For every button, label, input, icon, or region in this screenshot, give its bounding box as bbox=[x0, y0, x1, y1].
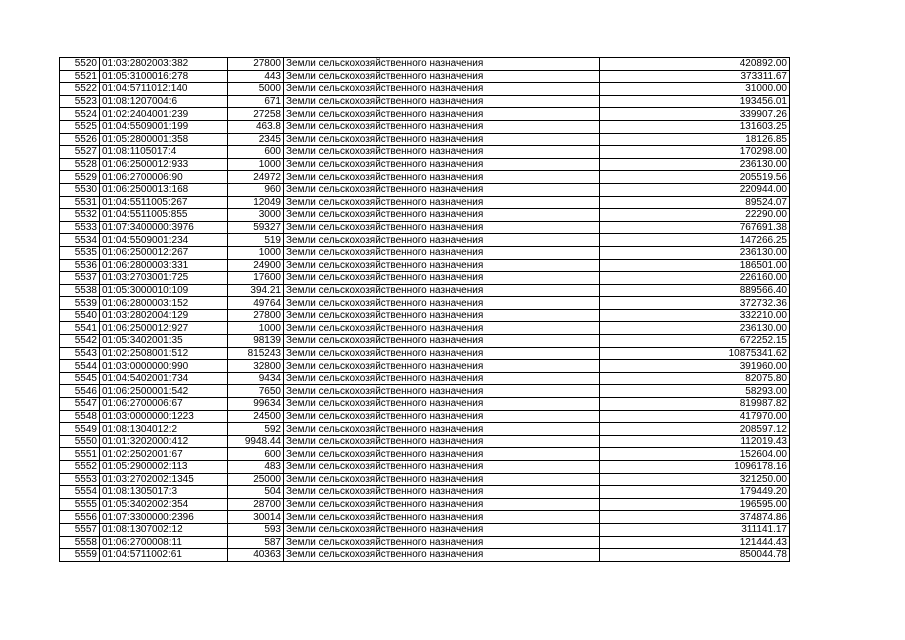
table-row bbox=[60, 120, 790, 133]
cadastral-value-cell: 339907.26 bbox=[600, 108, 790, 121]
cadastral-value-cell: 205519.56 bbox=[600, 171, 790, 184]
table-row bbox=[60, 498, 790, 511]
cadastral-value-cell: 208597.12 bbox=[600, 423, 790, 436]
cadastral-number-cell: 01:04:5509001:234 bbox=[100, 234, 228, 247]
cadastral-value-cell: 147266.25 bbox=[600, 234, 790, 247]
row-number-cell: 5520 bbox=[60, 58, 100, 71]
land-category-cell: Земли сельскохозяйственного назначения bbox=[284, 196, 600, 209]
land-category-cell: Земли сельскохозяйственного назначения bbox=[284, 108, 600, 121]
area-cell: 98139 bbox=[228, 335, 284, 348]
land-category-cell: Земли сельскохозяйственного назначения bbox=[284, 360, 600, 373]
row-number-cell: 5541 bbox=[60, 322, 100, 335]
cadastral-number-cell: 01:06:2700008:11 bbox=[100, 536, 228, 549]
row-number-cell: 5522 bbox=[60, 83, 100, 96]
row-number-cell: 5544 bbox=[60, 360, 100, 373]
cadastral-number-cell: 01:06:2500001:542 bbox=[100, 385, 228, 398]
land-category-cell: Земли сельскохозяйственного назначения bbox=[284, 234, 600, 247]
cadastral-number-cell: 01:08:1307002:12 bbox=[100, 523, 228, 536]
land-category-cell: Земли сельскохозяйственного назначения bbox=[284, 95, 600, 108]
table-row bbox=[60, 372, 790, 385]
area-cell: 25000 bbox=[228, 473, 284, 486]
area-cell: 443 bbox=[228, 70, 284, 83]
cadastral-value-cell: 121444.43 bbox=[600, 536, 790, 549]
table-row bbox=[60, 70, 790, 83]
table-row bbox=[60, 347, 790, 360]
cadastral-value-cell: 193456.01 bbox=[600, 95, 790, 108]
table-row bbox=[60, 461, 790, 474]
table-row bbox=[60, 108, 790, 121]
table-row bbox=[60, 83, 790, 96]
cadastral-number-cell: 01:04:5711002:61 bbox=[100, 549, 228, 562]
land-category-cell: Земли сельскохозяйственного назначения bbox=[284, 259, 600, 272]
cadastral-value-cell: 89524.07 bbox=[600, 196, 790, 209]
cadastral-value-cell: 31000.00 bbox=[600, 83, 790, 96]
cadastral-number-cell: 01:04:5511005:855 bbox=[100, 209, 228, 222]
cadastral-value-cell: 1096178.16 bbox=[600, 461, 790, 474]
land-category-cell: Земли сельскохозяйственного назначения bbox=[284, 272, 600, 285]
table-row bbox=[60, 398, 790, 411]
row-number-cell: 5559 bbox=[60, 549, 100, 562]
land-category-cell: Земли сельскохозяйственного назначения bbox=[284, 372, 600, 385]
land-category-cell: Земли сельскохозяйственного назначения bbox=[284, 146, 600, 159]
land-category-cell: Земли сельскохозяйственного назначения bbox=[284, 284, 600, 297]
row-number-cell: 5525 bbox=[60, 120, 100, 133]
cadastral-value-cell: 179449.20 bbox=[600, 486, 790, 499]
cadastral-number-cell: 01:06:2700006:67 bbox=[100, 398, 228, 411]
land-category-cell: Земли сельскохозяйственного назначения bbox=[284, 385, 600, 398]
cadastral-number-cell: 01:06:2800003:152 bbox=[100, 297, 228, 310]
cadastral-value-cell: 236130.00 bbox=[600, 158, 790, 171]
cadastral-value-cell: 372732.36 bbox=[600, 297, 790, 310]
cadastral-value-cell: 311141.17 bbox=[600, 523, 790, 536]
table-row bbox=[60, 385, 790, 398]
cadastral-number-cell: 01:06:2500012:267 bbox=[100, 246, 228, 259]
cadastral-value-cell: 226160.00 bbox=[600, 272, 790, 285]
area-cell: 28700 bbox=[228, 498, 284, 511]
area-cell: 3000 bbox=[228, 209, 284, 222]
table-row bbox=[60, 196, 790, 209]
land-category-cell: Земли сельскохозяйственного назначения bbox=[284, 536, 600, 549]
cadastral-value-cell: 170298.00 bbox=[600, 146, 790, 159]
row-number-cell: 5542 bbox=[60, 335, 100, 348]
row-number-cell: 5535 bbox=[60, 246, 100, 259]
table-row bbox=[60, 360, 790, 373]
land-category-cell: Земли сельскохозяйственного назначения bbox=[284, 398, 600, 411]
cadastral-number-cell: 01:03:0000000:1223 bbox=[100, 410, 228, 423]
cadastral-value-cell: 82075.80 bbox=[600, 372, 790, 385]
cadastral-number-cell: 01:05:3000010:109 bbox=[100, 284, 228, 297]
cadastral-value-cell: 332210.00 bbox=[600, 309, 790, 322]
land-category-cell: Земли сельскохозяйственного назначения bbox=[284, 209, 600, 222]
area-cell: 483 bbox=[228, 461, 284, 474]
table-row bbox=[60, 221, 790, 234]
table-row bbox=[60, 335, 790, 348]
cadastral-number-cell: 01:06:2700006:90 bbox=[100, 171, 228, 184]
row-number-cell: 5543 bbox=[60, 347, 100, 360]
land-category-cell: Земли сельскохозяйственного назначения bbox=[284, 171, 600, 184]
cadastral-number-cell: 01:04:5711012:140 bbox=[100, 83, 228, 96]
row-number-cell: 5538 bbox=[60, 284, 100, 297]
cadastral-number-cell: 01:04:5509001:199 bbox=[100, 120, 228, 133]
row-number-cell: 5523 bbox=[60, 95, 100, 108]
cadastral-number-cell: 01:08:1207004:6 bbox=[100, 95, 228, 108]
cadastral-number-cell: 01:06:2500012:927 bbox=[100, 322, 228, 335]
area-cell: 24900 bbox=[228, 259, 284, 272]
row-number-cell: 5528 bbox=[60, 158, 100, 171]
land-category-cell: Земли сельскохозяйственного назначения bbox=[284, 183, 600, 196]
table-row bbox=[60, 171, 790, 184]
land-category-cell: Земли сельскохозяйственного назначения bbox=[284, 309, 600, 322]
cadastral-number-cell: 01:07:3300000:2396 bbox=[100, 511, 228, 524]
area-cell: 24972 bbox=[228, 171, 284, 184]
row-number-cell: 5553 bbox=[60, 473, 100, 486]
area-cell: 600 bbox=[228, 448, 284, 461]
land-category-cell: Земли сельскохозяйственного назначения bbox=[284, 498, 600, 511]
area-cell: 30014 bbox=[228, 511, 284, 524]
area-cell: 593 bbox=[228, 523, 284, 536]
land-category-cell: Земли сельскохозяйственного назначения bbox=[284, 410, 600, 423]
table-row bbox=[60, 259, 790, 272]
cadastral-value-cell: 186501.00 bbox=[600, 259, 790, 272]
row-number-cell: 5529 bbox=[60, 171, 100, 184]
cadastral-value-cell: 889566.40 bbox=[600, 284, 790, 297]
land-category-cell: Земли сельскохозяйственного назначения bbox=[284, 423, 600, 436]
table-row bbox=[60, 322, 790, 335]
cadastral-value-cell: 819987.82 bbox=[600, 398, 790, 411]
cadastral-value-cell: 672252.15 bbox=[600, 335, 790, 348]
cadastral-number-cell: 01:08:1305017:3 bbox=[100, 486, 228, 499]
area-cell: 1000 bbox=[228, 158, 284, 171]
table-row bbox=[60, 246, 790, 259]
cadastral-value-cell: 236130.00 bbox=[600, 246, 790, 259]
table-row bbox=[60, 183, 790, 196]
area-cell: 27258 bbox=[228, 108, 284, 121]
row-number-cell: 5547 bbox=[60, 398, 100, 411]
row-number-cell: 5539 bbox=[60, 297, 100, 310]
cadastral-number-cell: 01:01:3202000:412 bbox=[100, 435, 228, 448]
cadastral-value-cell: 18126.85 bbox=[600, 133, 790, 146]
cadastral-value-cell: 22290.00 bbox=[600, 209, 790, 222]
cadastral-number-cell: 01:06:2800003:331 bbox=[100, 259, 228, 272]
land-category-cell: Земли сельскохозяйственного назначения bbox=[284, 347, 600, 360]
cadastral-value-cell: 112019.43 bbox=[600, 435, 790, 448]
area-cell: 587 bbox=[228, 536, 284, 549]
area-cell: 2345 bbox=[228, 133, 284, 146]
table-row bbox=[60, 158, 790, 171]
row-number-cell: 5533 bbox=[60, 221, 100, 234]
land-category-cell: Земли сельскохозяйственного назначения bbox=[284, 297, 600, 310]
row-number-cell: 5552 bbox=[60, 461, 100, 474]
cadastral-value-cell: 152604.00 bbox=[600, 448, 790, 461]
area-cell: 49764 bbox=[228, 297, 284, 310]
area-cell: 99634 bbox=[228, 398, 284, 411]
registry-table-body bbox=[60, 58, 790, 562]
row-number-cell: 5536 bbox=[60, 259, 100, 272]
area-cell: 40363 bbox=[228, 549, 284, 562]
cadastral-number-cell: 01:03:2802004:129 bbox=[100, 309, 228, 322]
table-row bbox=[60, 435, 790, 448]
cadastral-value-cell: 391960.00 bbox=[600, 360, 790, 373]
row-number-cell: 5545 bbox=[60, 372, 100, 385]
land-category-cell: Земли сельскохозяйственного назначения bbox=[284, 473, 600, 486]
land-category-cell: Земли сельскохозяйственного назначения bbox=[284, 511, 600, 524]
cadastral-value-cell: 10875341.62 bbox=[600, 347, 790, 360]
row-number-cell: 5540 bbox=[60, 309, 100, 322]
cadastral-number-cell: 01:05:2900002:113 bbox=[100, 461, 228, 474]
cadastral-value-cell: 850044.78 bbox=[600, 549, 790, 562]
table-row bbox=[60, 523, 790, 536]
area-cell: 815243 bbox=[228, 347, 284, 360]
area-cell: 5000 bbox=[228, 83, 284, 96]
cadastral-value-cell: 58293.00 bbox=[600, 385, 790, 398]
area-cell: 671 bbox=[228, 95, 284, 108]
land-category-cell: Земли сельскохозяйственного назначения bbox=[284, 158, 600, 171]
cadastral-value-cell: 420892.00 bbox=[600, 58, 790, 71]
area-cell: 504 bbox=[228, 486, 284, 499]
area-cell: 1000 bbox=[228, 246, 284, 259]
table-row bbox=[60, 410, 790, 423]
land-category-cell: Земли сельскохозяйственного назначения bbox=[284, 461, 600, 474]
table-row bbox=[60, 234, 790, 247]
row-number-cell: 5530 bbox=[60, 183, 100, 196]
land-category-cell: Земли сельскохозяйственного назначения bbox=[284, 120, 600, 133]
table-row bbox=[60, 297, 790, 310]
table-row bbox=[60, 133, 790, 146]
cadastral-number-cell: 01:08:1105017:4 bbox=[100, 146, 228, 159]
land-category-cell: Земли сельскохозяйственного назначения bbox=[284, 435, 600, 448]
cadastral-number-cell: 01:02:2508001:512 bbox=[100, 347, 228, 360]
area-cell: 9948.44 bbox=[228, 435, 284, 448]
cadastral-value-cell: 236130.00 bbox=[600, 322, 790, 335]
area-cell: 394.21 bbox=[228, 284, 284, 297]
cadastral-value-cell: 767691.38 bbox=[600, 221, 790, 234]
cadastral-number-cell: 01:04:5402001:734 bbox=[100, 372, 228, 385]
table-row bbox=[60, 209, 790, 222]
cadastral-number-cell: 01:05:2800001:358 bbox=[100, 133, 228, 146]
area-cell: 960 bbox=[228, 183, 284, 196]
table-row bbox=[60, 146, 790, 159]
cadastral-value-cell: 321250.00 bbox=[600, 473, 790, 486]
land-category-cell: Земли сельскохозяйственного назначения bbox=[284, 246, 600, 259]
area-cell: 32800 bbox=[228, 360, 284, 373]
area-cell: 27800 bbox=[228, 309, 284, 322]
cadastral-number-cell: 01:03:2703001:725 bbox=[100, 272, 228, 285]
table-row bbox=[60, 272, 790, 285]
table-row bbox=[60, 536, 790, 549]
row-number-cell: 5556 bbox=[60, 511, 100, 524]
area-cell: 463.8 bbox=[228, 120, 284, 133]
area-cell: 27800 bbox=[228, 58, 284, 71]
row-number-cell: 5549 bbox=[60, 423, 100, 436]
row-number-cell: 5527 bbox=[60, 146, 100, 159]
cadastral-number-cell: 01:04:5511005:267 bbox=[100, 196, 228, 209]
cadastral-value-cell: 196595.00 bbox=[600, 498, 790, 511]
cadastral-number-cell: 01:03:0000000:990 bbox=[100, 360, 228, 373]
land-category-cell: Земли сельскохозяйственного назначения bbox=[284, 221, 600, 234]
area-cell: 592 bbox=[228, 423, 284, 436]
land-category-cell: Земли сельскохозяйственного назначения bbox=[284, 133, 600, 146]
cadastral-value-cell: 220944.00 bbox=[600, 183, 790, 196]
table-row bbox=[60, 423, 790, 436]
land-category-cell: Земли сельскохозяйственного назначения bbox=[284, 70, 600, 83]
land-category-cell: Земли сельскохозяйственного назначения bbox=[284, 448, 600, 461]
row-number-cell: 5521 bbox=[60, 70, 100, 83]
table-row bbox=[60, 473, 790, 486]
cadastral-value-cell: 373311.67 bbox=[600, 70, 790, 83]
land-registry-table bbox=[59, 57, 790, 562]
table-row bbox=[60, 309, 790, 322]
area-cell: 17600 bbox=[228, 272, 284, 285]
area-cell: 12049 bbox=[228, 196, 284, 209]
table-row bbox=[60, 284, 790, 297]
cadastral-number-cell: 01:05:3100016:278 bbox=[100, 70, 228, 83]
land-category-cell: Земли сельскохозяйственного назначения bbox=[284, 549, 600, 562]
cadastral-number-cell: 01:02:2502001:67 bbox=[100, 448, 228, 461]
row-number-cell: 5550 bbox=[60, 435, 100, 448]
land-category-cell: Земли сельскохозяйственного назначения bbox=[284, 335, 600, 348]
cadastral-value-cell: 131603.25 bbox=[600, 120, 790, 133]
table-row bbox=[60, 58, 790, 71]
cadastral-number-cell: 01:05:3402001:35 bbox=[100, 335, 228, 348]
row-number-cell: 5546 bbox=[60, 385, 100, 398]
row-number-cell: 5532 bbox=[60, 209, 100, 222]
cadastral-number-cell: 01:03:2802003:382 bbox=[100, 58, 228, 71]
table-row bbox=[60, 95, 790, 108]
row-number-cell: 5524 bbox=[60, 108, 100, 121]
area-cell: 1000 bbox=[228, 322, 284, 335]
cadastral-number-cell: 01:02:2404001:239 bbox=[100, 108, 228, 121]
area-cell: 519 bbox=[228, 234, 284, 247]
row-number-cell: 5557 bbox=[60, 523, 100, 536]
cadastral-number-cell: 01:06:2500012:933 bbox=[100, 158, 228, 171]
row-number-cell: 5558 bbox=[60, 536, 100, 549]
row-number-cell: 5551 bbox=[60, 448, 100, 461]
cadastral-number-cell: 01:06:2500013:168 bbox=[100, 183, 228, 196]
cadastral-value-cell: 374874.86 bbox=[600, 511, 790, 524]
land-category-cell: Земли сельскохозяйственного назначения bbox=[284, 523, 600, 536]
row-number-cell: 5548 bbox=[60, 410, 100, 423]
cadastral-number-cell: 01:07:3400000:3976 bbox=[100, 221, 228, 234]
table-row bbox=[60, 448, 790, 461]
cadastral-value-cell: 417970.00 bbox=[600, 410, 790, 423]
table-row bbox=[60, 511, 790, 524]
land-category-cell: Земли сельскохозяйственного назначения bbox=[284, 58, 600, 71]
row-number-cell: 5526 bbox=[60, 133, 100, 146]
row-number-cell: 5537 bbox=[60, 272, 100, 285]
area-cell: 9434 bbox=[228, 372, 284, 385]
row-number-cell: 5531 bbox=[60, 196, 100, 209]
table-row bbox=[60, 486, 790, 499]
land-category-cell: Земли сельскохозяйственного назначения bbox=[284, 486, 600, 499]
row-number-cell: 5554 bbox=[60, 486, 100, 499]
cadastral-number-cell: 01:08:1304012:2 bbox=[100, 423, 228, 436]
land-category-cell: Земли сельскохозяйственного назначения bbox=[284, 83, 600, 96]
area-cell: 24500 bbox=[228, 410, 284, 423]
land-category-cell: Земли сельскохозяйственного назначения bbox=[284, 322, 600, 335]
cadastral-number-cell: 01:03:2702002:1345 bbox=[100, 473, 228, 486]
area-cell: 7650 bbox=[228, 385, 284, 398]
cadastral-number-cell: 01:05:3402002:354 bbox=[100, 498, 228, 511]
area-cell: 600 bbox=[228, 146, 284, 159]
area-cell: 59327 bbox=[228, 221, 284, 234]
table-row bbox=[60, 549, 790, 562]
row-number-cell: 5555 bbox=[60, 498, 100, 511]
row-number-cell: 5534 bbox=[60, 234, 100, 247]
